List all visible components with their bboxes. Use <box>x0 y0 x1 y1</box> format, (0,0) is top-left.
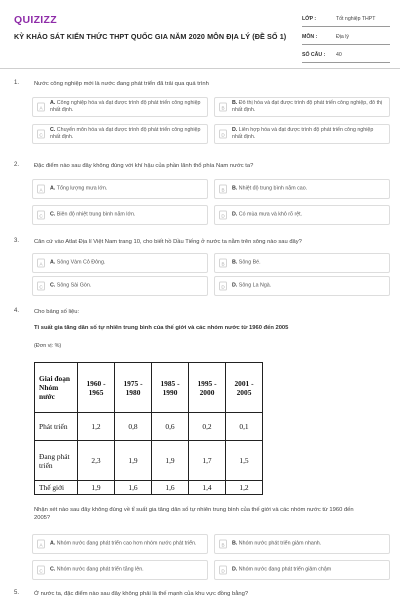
option-key: B. <box>232 185 238 192</box>
option-c[interactable] <box>32 205 208 225</box>
option-text: Chuyển môn hóa và đạt được trình độ phát triển công nghiệp nhất định. <box>50 127 201 140</box>
option-letter: B <box>219 259 227 268</box>
column-header: 1985 - 1990 <box>152 363 189 413</box>
option-letter: A <box>37 259 45 268</box>
table-row <box>35 441 263 481</box>
table-cell: 1,6 <box>152 481 189 495</box>
question-number: 3. <box>14 238 20 244</box>
option-a[interactable] <box>32 179 208 199</box>
option-key: A. <box>50 540 56 547</box>
option-text: Nhóm nước đang phát triển giảm chậm <box>238 566 332 573</box>
question-number: 4. <box>14 308 20 314</box>
table-cell: 1,4 <box>189 481 226 495</box>
row-header: Đang phát triển <box>35 441 78 481</box>
option-text: Sông Vàm Cỏ Đông. <box>56 259 106 266</box>
column-header: 2001 - 2005 <box>226 363 263 413</box>
table-cell: 0,1 <box>226 413 263 441</box>
option-letter: C <box>37 566 45 575</box>
table-cell: 1,7 <box>189 441 226 481</box>
meta-value: Địa lý <box>336 34 349 40</box>
option-letter: D <box>219 566 227 575</box>
table-title: Tỉ suất gia tăng dân số tự nhiên trung bình của thế giới và các nhóm nước từ 1960 đến 2005 <box>34 325 289 331</box>
option-letter: C <box>37 282 45 291</box>
option-key: A. <box>50 100 56 106</box>
table-cell: 1,5 <box>226 441 263 481</box>
option-key: A. <box>50 185 56 192</box>
option-b[interactable] <box>214 253 390 273</box>
meta-label: LỚP : <box>302 16 317 22</box>
option-a[interactable] <box>32 253 208 273</box>
option-text: Biên độ nhiệt trung bình năm lớn. <box>56 211 136 218</box>
header-divider <box>0 68 400 69</box>
option-text: Sông La Ngà. <box>238 282 272 289</box>
meta-row-count <box>302 48 390 63</box>
option-text: Tổng lượng mưa lớn. <box>56 185 108 192</box>
option-letter: C <box>37 130 45 139</box>
meta-label: SỐ CÂU : <box>302 52 326 58</box>
option-letter: B <box>219 103 227 112</box>
option-key: D. <box>232 127 238 133</box>
option-key: D. <box>232 282 238 289</box>
option-b[interactable] <box>214 179 390 199</box>
option-key: D. <box>232 566 238 573</box>
option-d[interactable] <box>214 276 390 296</box>
option-key: A. <box>50 259 56 266</box>
meta-value: 40 <box>336 52 342 58</box>
table-row <box>35 481 263 495</box>
option-d[interactable] <box>214 124 390 144</box>
option-text: Có mùa mưa và khô rõ rệt. <box>238 211 303 218</box>
column-header: 1995 - 2000 <box>189 363 226 413</box>
option-letter: D <box>219 282 227 291</box>
option-letter: B <box>219 185 227 194</box>
meta-label: MÔN : <box>302 34 318 40</box>
table-cell: 0,8 <box>115 413 152 441</box>
question-text: Đặc điểm nào sau đây không đúng với khí hậu của phần lãnh thổ phía Nam nước ta? <box>34 163 254 169</box>
table-cell: 2,3 <box>78 441 115 481</box>
option-letter: D <box>219 130 227 139</box>
question-text: Ở nước ta, đặc điểm nào sau đây không phải là thế mạnh của khu vực đồng bằng? <box>34 591 249 597</box>
table-header-row <box>35 363 263 413</box>
option-a[interactable] <box>32 97 208 117</box>
table-cell: 1,9 <box>78 481 115 495</box>
option-key: C. <box>50 282 56 289</box>
column-header: 1960 - 1965 <box>78 363 115 413</box>
column-header: 1975 - 1980 <box>115 363 152 413</box>
question-number: 5. <box>14 590 20 596</box>
option-key: D. <box>232 211 238 218</box>
table-cell: 1,9 <box>152 441 189 481</box>
question-text: Cho bảng số liệu: <box>34 309 80 315</box>
option-text: Liên hợp hóa và đạt được trình độ phát triển công nghiệp nhất định. <box>232 127 374 140</box>
table-row <box>35 413 263 441</box>
meta-box <box>302 12 390 66</box>
option-text: Sông Bé. <box>238 259 261 266</box>
option-letter: C <box>37 211 45 220</box>
option-letter: D <box>219 211 227 220</box>
question-prompt: Nhận xét nào sau đây không đúng về tỉ suất gia tăng dân số tự nhiên trung bình của thế giới và các nhóm nước từ 1960 đến 2005? <box>34 507 354 521</box>
question-text: Nước công nghiệp mới là nước đang phát triển đã trải qua quá trình <box>34 81 209 87</box>
option-b[interactable] <box>214 97 390 117</box>
quizizz-logo: QUIZIZZ <box>14 14 57 26</box>
corner-bottom: Nhóm nước <box>39 383 59 401</box>
table-cell: 1,2 <box>226 481 263 495</box>
table-cell: 1,9 <box>115 441 152 481</box>
option-text: Nhiệt độ trung bình năm cao. <box>238 185 308 192</box>
option-letter: A <box>37 540 45 549</box>
table-cell: 0,2 <box>189 413 226 441</box>
option-d[interactable] <box>214 205 390 225</box>
option-text: Đô thị hóa và đạt được trình độ phát triển công nghiệp, đô thị nhất định. <box>232 100 383 113</box>
option-text: Nhóm nước đang phát triển tăng lên. <box>56 566 144 573</box>
question-text: Căn cứ vào Atlat Địa lí Việt Nam trang 10, cho biết hồ Dầu Tiếng ở nước ta nằm trên sông nào sau đây? <box>34 239 302 245</box>
table-corner <box>35 363 78 413</box>
option-letter: A <box>37 103 45 112</box>
option-key: B. <box>232 259 238 266</box>
row-header: Thế giới <box>35 481 78 495</box>
option-c[interactable] <box>32 560 208 580</box>
option-key: B. <box>232 100 238 106</box>
meta-value: Tốt nghiệp THPT <box>336 16 376 22</box>
option-c[interactable] <box>32 276 208 296</box>
option-b[interactable] <box>214 534 390 554</box>
option-key: C. <box>50 566 56 573</box>
page-title: KỲ KHẢO SÁT KIẾN THỨC THPT QUỐC GIA NĂM 2020 MÔN ĐỊA LÝ (ĐỀ SỐ 1) <box>14 32 287 41</box>
option-d[interactable] <box>214 560 390 580</box>
table-cell: 1,2 <box>78 413 115 441</box>
option-letter: A <box>37 185 45 194</box>
option-text: Nhóm nước phát triển giảm nhanh. <box>238 540 322 547</box>
option-key: B. <box>232 540 238 547</box>
row-header: Phát triển <box>35 413 78 441</box>
meta-row-class <box>302 12 390 27</box>
option-key: C. <box>50 211 56 218</box>
option-c[interactable] <box>32 124 208 144</box>
corner-top: Giai đoạn <box>39 374 71 383</box>
option-key: C. <box>50 127 56 133</box>
option-letter: B <box>219 540 227 549</box>
question-number: 2. <box>14 162 20 168</box>
data-table <box>34 362 263 495</box>
table-unit: (Đơn vị: %) <box>34 343 62 349</box>
question-number: 1. <box>14 80 20 86</box>
option-text: Nhóm nước đang phát triển cao hơn nhóm nước phát triển. <box>56 540 197 547</box>
option-text: Sông Sài Gòn. <box>56 282 92 289</box>
meta-row-subject <box>302 30 390 45</box>
option-text: Công nghiệp hóa và đạt được trình độ phát triển công nghiệp nhất định. <box>50 100 201 113</box>
table-cell: 0,6 <box>152 413 189 441</box>
table-cell: 1,6 <box>115 481 152 495</box>
option-a[interactable] <box>32 534 208 554</box>
